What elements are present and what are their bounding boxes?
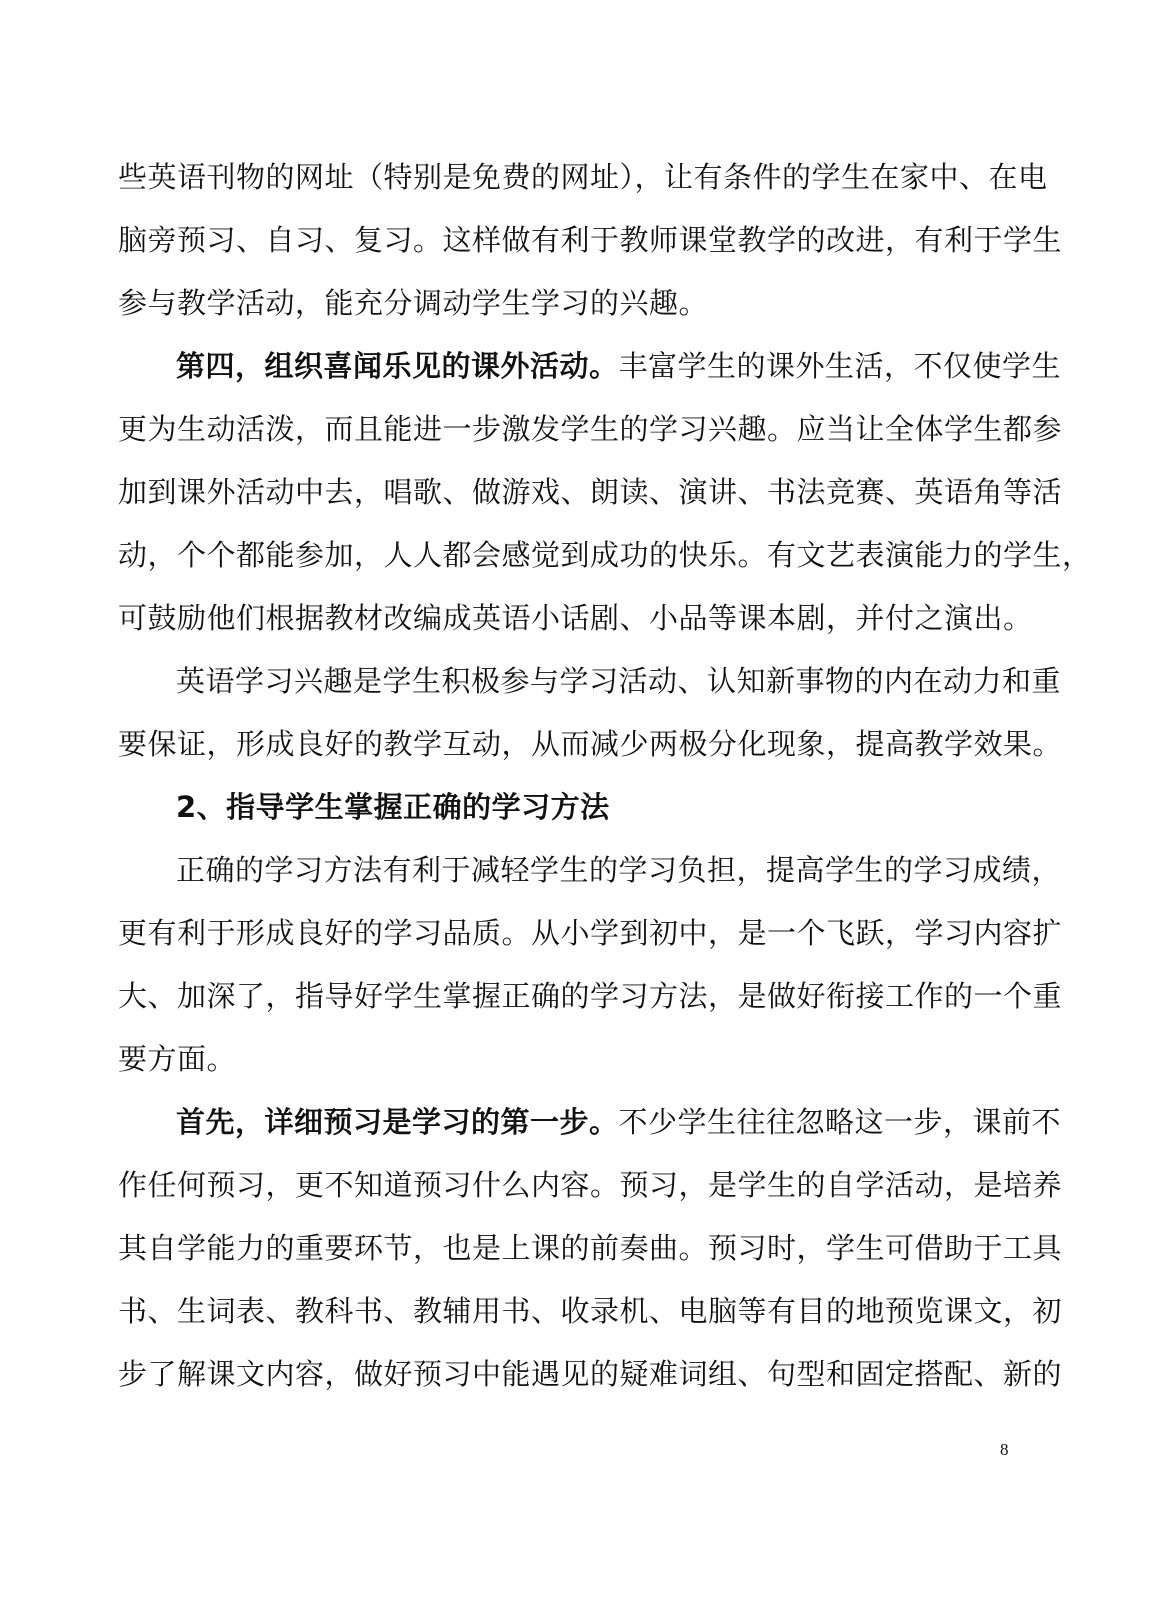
- paragraph-lead-bold: 首先，详细预习是学习的第一步。: [176, 1105, 619, 1139]
- paragraph-line: 动，个个都能参加，人人都会感觉到成功的快乐。有文艺表演能力的学生，: [118, 538, 1092, 572]
- paragraph-line: 些英语刊物的网址（特别是免费的网址），让有条件的学生在家中、在电: [118, 160, 1048, 194]
- paragraph-line: 作任何预习，更不知道预习什么内容。预习，是学生的自学活动，是培养: [118, 1168, 1063, 1202]
- paragraph-first-line: 英语学习兴趣是学生积极参与学习活动、认知新事物的内在动力和重: [176, 664, 1062, 698]
- paragraph-line: 要保证，形成良好的教学互动，从而减少两极分化现象，提高教学效果。: [118, 727, 1063, 761]
- paragraph-line: 更为生动活泼，而且能进一步激发学生的学习兴趣。应当让全体学生都参: [118, 412, 1063, 446]
- paragraph-line: 步了解课文内容，做好预习中能遇见的疑难词组、句型和固定搭配、新的: [118, 1357, 1063, 1391]
- paragraph-first-line: [118, 1091, 1062, 1154]
- paragraph-first-line: 正确的学习方法有利于减轻学生的学习负担，提高学生的学习成绩，: [176, 853, 1062, 887]
- paragraph-line: 更有利于形成良好的学习品质。从小学到初中，是一个飞跃，学习内容扩: [118, 916, 1063, 950]
- paragraph-line: 其自学能力的重要环节，也是上课的前奏曲。预习时，学生可借助于工具: [118, 1231, 1063, 1265]
- paragraph-line: 可鼓励他们根据教材改编成英语小话剧、小品等课本剧，并付之演出。: [118, 601, 1033, 635]
- paragraph-lead-bold: 第四，组织喜闻乐见的课外活动。: [176, 349, 619, 383]
- body-text: [118, 146, 1092, 1406]
- paragraph-text: 丰富学生的课外生活，不仅使学生: [618, 349, 1062, 383]
- paragraph-first-line: [118, 335, 1062, 398]
- paragraph-line: 大、加深了，指导好学生掌握正确的学习方法，是做好衔接工作的一个重: [118, 979, 1063, 1013]
- page-number: 8: [1000, 1440, 1009, 1459]
- paragraph-line: 要方面。: [118, 1042, 237, 1076]
- paragraph-line: 脑旁预习、自习、复习。这样做有利于教师课堂教学的改进，有利于学生: [118, 223, 1063, 257]
- paragraph-line: 加到课外活动中去，唱歌、做游戏、朗读、演讲、书法竞赛、英语角等活: [118, 475, 1063, 509]
- paragraph-text: 不少学生往往忽略这一步，课前不: [618, 1105, 1062, 1139]
- section-heading: 2、指导学生掌握正确的学习方法: [176, 790, 610, 824]
- paragraph-line: 书、生词表、教科书、教辅用书、收录机、电脑等有目的地预览课文，初: [118, 1294, 1063, 1328]
- paragraph-line: 参与教学活动，能充分调动学生学习的兴趣。: [118, 286, 709, 320]
